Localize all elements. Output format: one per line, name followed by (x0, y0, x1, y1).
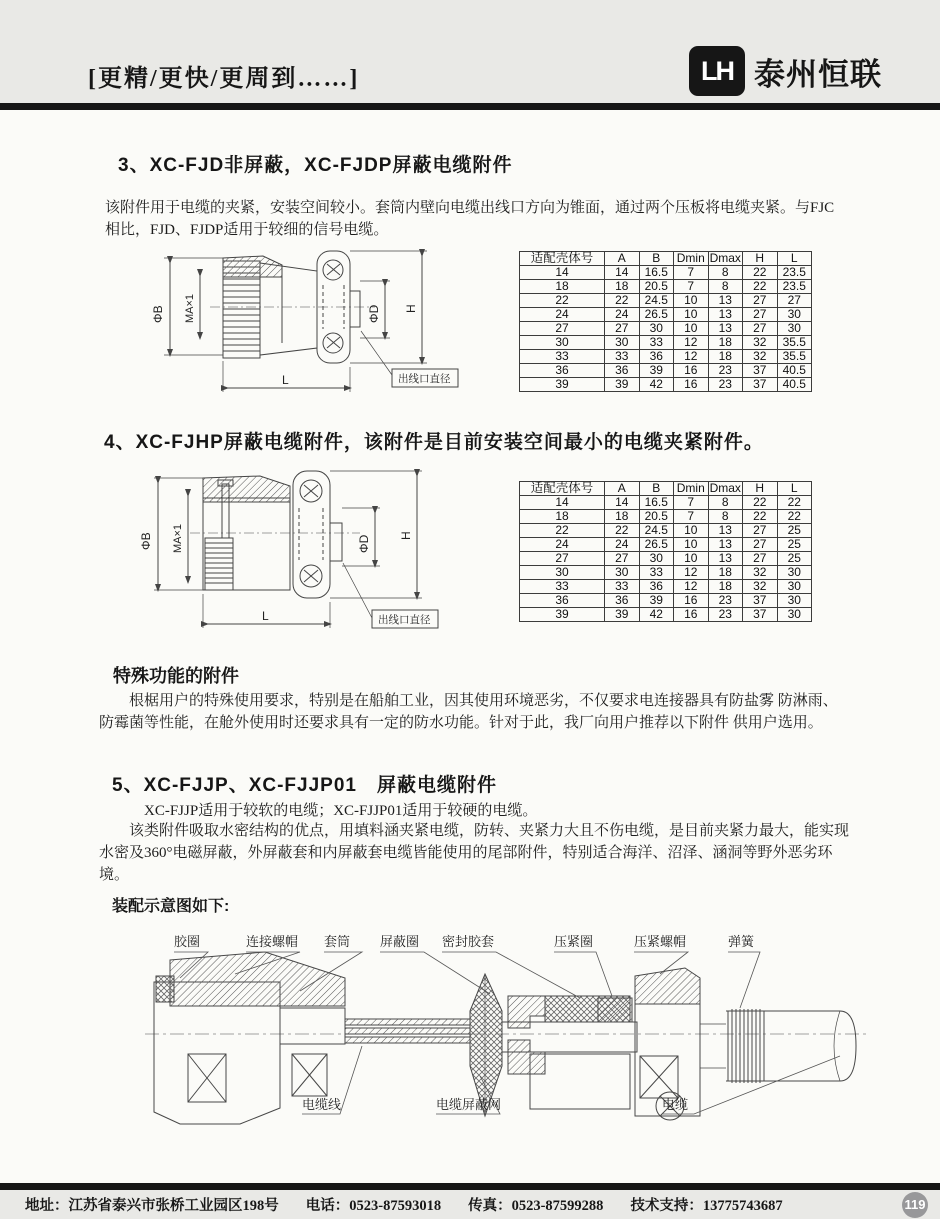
table-cell: 18 (605, 280, 640, 294)
lh-logo-icon: LH (689, 46, 745, 96)
table-cell: 16.5 (639, 496, 674, 510)
table-row (520, 538, 812, 552)
table-cell: 39 (605, 608, 640, 622)
table-row (520, 608, 812, 622)
table-cell: 30 (520, 336, 605, 350)
table-row (520, 280, 812, 294)
table-cell: 16 (674, 608, 709, 622)
table-row (520, 294, 812, 308)
table-cell: 13 (708, 322, 743, 336)
outlet-diameter-label: 出线口直径 (398, 373, 451, 385)
table-cell: 30 (639, 552, 674, 566)
table-row (520, 266, 812, 280)
table-row (520, 496, 812, 510)
table-cell: 22 (777, 510, 812, 524)
table-cell: 35.5 (777, 336, 812, 350)
table-cell: 40.5 (777, 364, 812, 378)
dim-phib-label: ΦB (151, 305, 165, 323)
dim-l-label: L (282, 373, 289, 387)
table-row (520, 308, 812, 322)
dim-l-label: L (262, 609, 269, 623)
table-cell: 27 (605, 552, 640, 566)
table-header-cell: H (743, 482, 778, 496)
assembly-label-sleeve: 套筒 (324, 934, 351, 949)
table-cell: 27 (743, 538, 778, 552)
table-cell: 30 (777, 322, 812, 336)
assembly-label-coupling-nut: 连接螺帽 (246, 934, 299, 949)
page-header (0, 0, 940, 103)
table-cell: 33 (639, 566, 674, 580)
table-cell: 18 (708, 350, 743, 364)
table-cell: 27 (743, 308, 778, 322)
table-cell: 27 (743, 552, 778, 566)
section5-title: 5、XC-FJJP、XC-FJJP01 屏蔽电缆附件 (112, 775, 497, 796)
table-cell: 27 (777, 294, 812, 308)
table-header-cell: L (777, 252, 812, 266)
table-header-cell: L (777, 482, 812, 496)
table-cell: 10 (674, 322, 709, 336)
table-cell: 14 (605, 266, 640, 280)
table-cell: 25 (777, 552, 812, 566)
table-cell: 30 (777, 580, 812, 594)
footer-phone: 电话：0523-87593018 (305, 1198, 442, 1214)
table-cell: 7 (674, 266, 709, 280)
dim-phid-label: ΦD (357, 534, 371, 553)
table-cell: 33 (605, 350, 640, 364)
table-cell: 24.5 (639, 294, 674, 308)
table-cell: 18 (708, 580, 743, 594)
table-cell: 32 (743, 566, 778, 580)
assembly-label-clamp-ring: 压紧圈 (554, 934, 594, 949)
table-cell: 30 (777, 608, 812, 622)
table-cell: 10 (674, 308, 709, 322)
table-cell: 32 (743, 336, 778, 350)
table-header-cell: Dmin (674, 252, 709, 266)
table-cell: 26.5 (639, 308, 674, 322)
brand-name: 泰州恒联 (754, 56, 882, 92)
table-row (520, 580, 812, 594)
table-row (520, 378, 812, 392)
table-row (520, 336, 812, 350)
table-cell: 35.5 (777, 350, 812, 364)
table-cell: 10 (674, 524, 709, 538)
table-cell: 37 (743, 594, 778, 608)
table-cell: 30 (605, 336, 640, 350)
table-cell: 13 (708, 538, 743, 552)
table-cell: 13 (708, 524, 743, 538)
fjd-dimension-table (519, 251, 812, 392)
connector-drawing-fjhp (130, 468, 520, 646)
section5-paragraph2: 该类附件吸取水密结构的优点，用填料涵夹紧电缆，防转、夹紧力大且不伤电缆，是目前夹紧力最大，能实现水密及360°电磁屏蔽，外屏蔽套和内屏蔽套电缆皆能使用的尾部附件，特别适合海洋、沼泽、涵洞等野外恶劣环境。 (99, 823, 850, 883)
table-cell: 27 (743, 322, 778, 336)
table-cell: 18 (520, 510, 605, 524)
table-header-cell: B (639, 482, 674, 496)
table-cell: 7 (674, 496, 709, 510)
table-row (520, 364, 812, 378)
table-cell: 30 (605, 566, 640, 580)
section3-title: 3、XC-FJD非屏蔽，XC-FJDP屏蔽电缆附件 (118, 155, 513, 176)
table-cell: 42 (639, 378, 674, 392)
table-cell: 18 (708, 336, 743, 350)
assembly-label-cable-shield-braid: 电缆屏蔽网 (436, 1097, 502, 1112)
table-cell: 12 (674, 350, 709, 364)
table-cell: 22 (520, 294, 605, 308)
table-cell: 22 (743, 280, 778, 294)
table-header-cell: Dmax (709, 251, 741, 265)
table-cell: 37 (743, 608, 778, 622)
table-cell: 24 (605, 538, 640, 552)
table-cell: 18 (708, 566, 743, 580)
table-cell: 22 (777, 496, 812, 510)
table-cell: 30 (639, 322, 674, 336)
table-cell: 30 (520, 566, 605, 580)
table-cell: 8 (708, 510, 743, 524)
assembly-label-spring: 弹簧 (728, 934, 755, 949)
table-cell: 16 (674, 378, 709, 392)
table-cell: 36 (605, 594, 640, 608)
table-cell: 12 (674, 336, 709, 350)
table-cell: 22 (605, 524, 640, 538)
footer-address: 地址：江苏省泰兴市张桥工业园区198号 (25, 1198, 279, 1214)
dim-phib-label: ΦB (139, 532, 153, 550)
table-cell: 20.5 (639, 510, 674, 524)
table-cell: 13 (708, 308, 743, 322)
table-cell: 8 (708, 280, 743, 294)
dim-ma1-label: MA×1 (184, 293, 196, 323)
table-row (520, 566, 812, 580)
footer-support: 技术支持：13775743687 (630, 1198, 783, 1214)
table-cell: 25 (777, 538, 812, 552)
assembly-title: 装配示意图如下: (112, 898, 230, 915)
table-cell: 36 (639, 580, 674, 594)
table-cell: 12 (674, 566, 709, 580)
table-cell: 20.5 (639, 280, 674, 294)
table-header-cell: Dmin (674, 482, 709, 496)
table-header-cell: 适配壳体号 (520, 482, 605, 496)
table-cell: 30 (777, 594, 812, 608)
table-cell: 18 (520, 280, 605, 294)
table-cell: 14 (520, 266, 605, 280)
table-cell: 27 (605, 322, 640, 336)
table-row (520, 594, 812, 608)
assembly-label-cable-wire: 电缆线 (302, 1097, 342, 1112)
dim-h-label: H (404, 304, 418, 313)
table-cell: 22 (743, 496, 778, 510)
table-header-cell: A (605, 252, 640, 266)
table-header-cell: H (743, 252, 778, 266)
page-footer (0, 1190, 940, 1219)
table-cell: 39 (605, 378, 640, 392)
table-cell: 23 (708, 594, 743, 608)
table-cell: 42 (639, 608, 674, 622)
table-row (520, 524, 812, 538)
table-cell: 22 (520, 524, 605, 538)
table-cell: 23 (708, 378, 743, 392)
connector-drawing-fjd (130, 243, 520, 408)
header-slogan: [更精/更快/更周到……] (88, 66, 360, 92)
table-cell: 30 (777, 308, 812, 322)
dim-phid-label: ΦD (367, 304, 381, 323)
page-number-badge: 119 (902, 1192, 928, 1218)
table-cell: 13 (708, 552, 743, 566)
table-cell: 36 (639, 350, 674, 364)
table-cell: 39 (639, 594, 674, 608)
table-cell: 16.5 (639, 266, 674, 280)
table-cell: 26.5 (639, 538, 674, 552)
table-cell: 24 (605, 308, 640, 322)
table-cell: 33 (520, 580, 605, 594)
table-row (520, 552, 812, 566)
table-cell: 16 (674, 364, 709, 378)
section3-body: 该附件用于电缆的夹紧，安装空间较小。套筒内壁向电缆出线口方向为锥面，通过两个压板将电缆夹紧。与FJC相比，FJD、FJDP适用于较细的信号电缆。 (105, 200, 835, 239)
assembly-diagram (140, 916, 870, 1151)
table-cell: 16 (674, 594, 709, 608)
table-cell: 33 (639, 336, 674, 350)
table-cell: 32 (743, 350, 778, 364)
header-divider-bar (0, 103, 940, 110)
assembly-label-sealing-sleeve: 密封胶套 (442, 934, 495, 949)
dim-ma1-label: MA×1 (172, 523, 184, 553)
table-cell: 22 (605, 294, 640, 308)
table-cell: 24 (520, 308, 605, 322)
table-cell: 36 (520, 364, 605, 378)
table-cell: 37 (743, 364, 778, 378)
table-row (520, 510, 812, 524)
section4-title: 4、XC-FJHP屏蔽电缆附件，该附件是目前安装空间最小的电缆夹紧附件。 (104, 432, 764, 453)
table-cell: 39 (639, 364, 674, 378)
table-cell: 23.5 (777, 280, 812, 294)
table-header-cell: B (639, 252, 674, 266)
table-cell: 22 (743, 266, 778, 280)
table-cell: 22 (743, 510, 778, 524)
table-cell: 36 (520, 594, 605, 608)
table-cell: 39 (520, 378, 605, 392)
table-cell: 27 (520, 552, 605, 566)
table-cell: 30 (777, 566, 812, 580)
table-cell: 27 (743, 294, 778, 308)
table-cell: 7 (674, 280, 709, 294)
table-cell: 25 (777, 524, 812, 538)
table-header-cell: Dmax (709, 481, 741, 495)
fjhp-dimension-table (519, 481, 812, 622)
footer-divider-bar (0, 1183, 940, 1190)
table-cell: 8 (708, 496, 743, 510)
outlet-diameter-label: 出线口直径 (378, 614, 431, 626)
table-header-cell: A (605, 482, 640, 496)
section5-paragraph1: XC-FJJP适用于较软的电缆；XC-FJJP01适用于较硬的电缆。 (144, 803, 538, 819)
table-cell: 36 (605, 364, 640, 378)
assembly-label-clamp-nut: 压紧螺帽 (634, 934, 687, 949)
table-cell: 14 (520, 496, 605, 510)
assembly-label-cable: 电缆 (662, 1097, 689, 1112)
special-section-title: 特殊功能的附件 (113, 666, 239, 686)
table-cell: 37 (743, 378, 778, 392)
table-cell: 27 (520, 322, 605, 336)
table-cell: 32 (743, 580, 778, 594)
table-header-row (520, 252, 812, 266)
table-row (520, 350, 812, 364)
assembly-label-rubber-ring: 胶圈 (174, 934, 201, 949)
table-cell: 33 (520, 350, 605, 364)
table-cell: 23.5 (777, 266, 812, 280)
footer-fax: 传真：0523-87599288 (468, 1198, 604, 1214)
table-cell: 18 (605, 510, 640, 524)
table-cell: 12 (674, 580, 709, 594)
table-header-cell: 适配壳体号 (520, 252, 605, 266)
table-row (520, 322, 812, 336)
table-cell: 33 (605, 580, 640, 594)
table-cell: 7 (674, 510, 709, 524)
table-cell: 39 (520, 608, 605, 622)
table-cell: 10 (674, 552, 709, 566)
table-cell: 14 (605, 496, 640, 510)
table-cell: 23 (708, 364, 743, 378)
table-cell: 8 (708, 266, 743, 280)
table-cell: 10 (674, 538, 709, 552)
special-section-body: 根椐用户的特殊使用要求，特别是在船舶工业，因其使用环境恶劣，不仅要求电连接器具有防盐雾 防淋雨、防霉菌等性能，在舱外使用时还要求具有一定的防水功能。针对于此，我厂向用户推荐以下附件 供用户选用。 (99, 693, 838, 731)
table-cell: 24.5 (639, 524, 674, 538)
table-cell: 24 (520, 538, 605, 552)
table-cell: 40.5 (777, 378, 812, 392)
table-header-row (520, 482, 812, 496)
table-cell: 23 (708, 608, 743, 622)
table-cell: 10 (674, 294, 709, 308)
table-cell: 27 (743, 524, 778, 538)
table-cell: 13 (708, 294, 743, 308)
dim-h-label: H (399, 531, 413, 540)
company-logo (689, 46, 882, 96)
assembly-label-shield-ring: 屏蔽圈 (380, 934, 420, 949)
